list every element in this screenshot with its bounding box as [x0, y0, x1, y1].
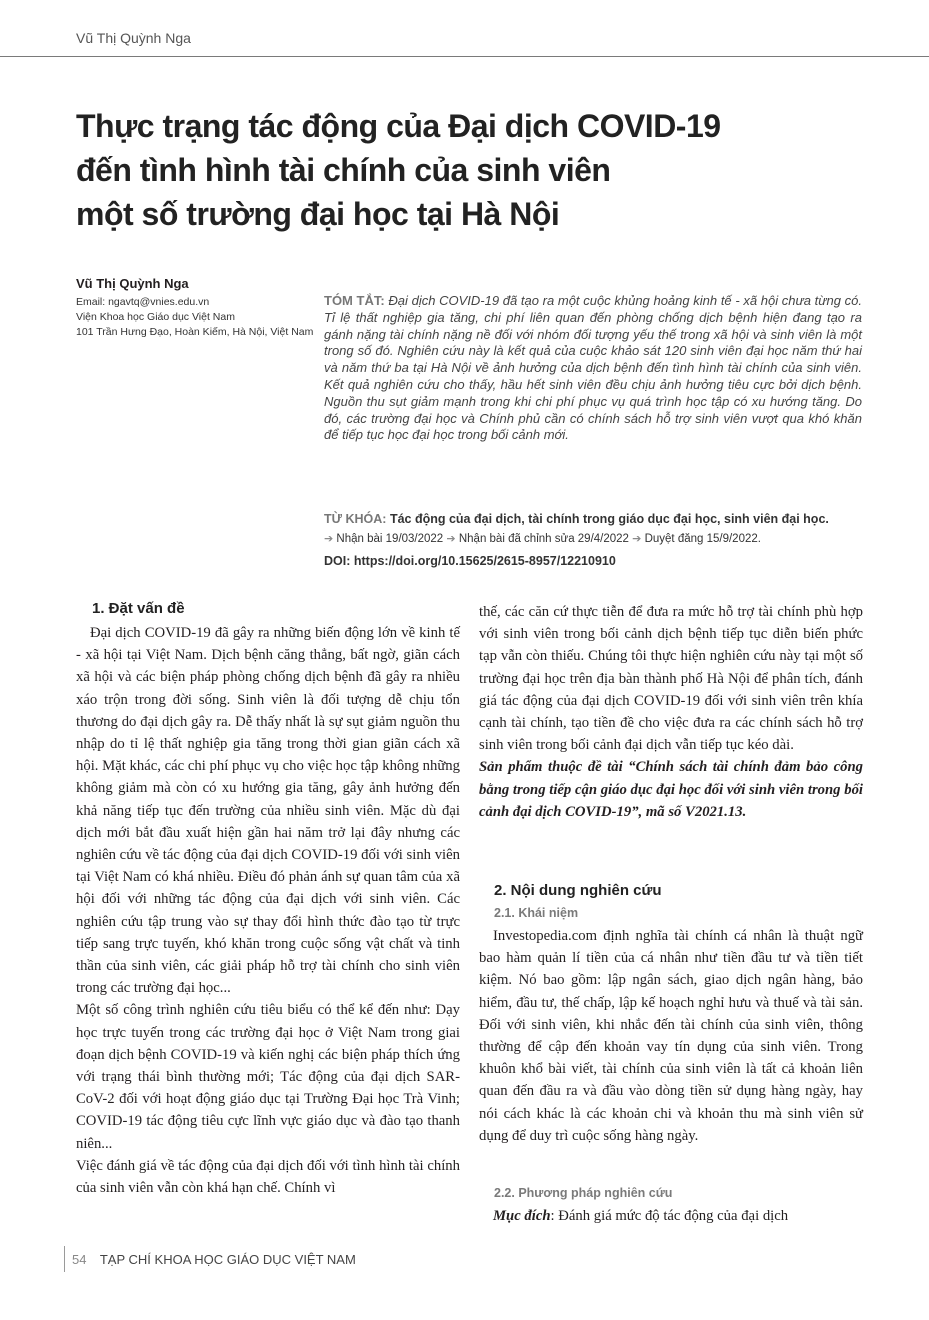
running-header-author: Vũ Thị Quỳnh Nga — [76, 30, 191, 46]
author-email: Email: ngavtq@vnies.edu.vn — [76, 296, 210, 308]
abstract — [324, 293, 862, 444]
left-column — [76, 622, 460, 1199]
body-paragraph: Investopedia.com định nghĩa tài chính cá nhân là thuật ngữ bao hàm quản lí tiền của cá nhân như tiền đầu tư và tiền tiết kiệm. Nó bao gồm: lập ngân sách, giao dịch ngân hàng, bảo hiểm, đầu tư, thế chấp, lập kế hoạch nghỉ hưu và thuế và tài sản. Đối với sinh viên, khi nhắc đến tài chính của sinh viên, thông thường để cập đến khoản vay tín dụng của sinh viên. Trong khuôn khổ bài viết, tài chính của sinh viên là tất cả khoản liên quan đến đầu ra và đầu vào dòng tiền sử dụng hàng ngày, hay nói cách khác là các khoản chi và khoản thu mà sinh viên sử dụng để duy trì cuộc sống hàng ngày. — [479, 928, 863, 1144]
title-line-2: đến tình hình tài chính của sinh viên — [76, 152, 611, 188]
page-footer — [72, 1252, 356, 1267]
abstract-text: Đại dịch COVID-19 đã tạo ra một cuộc khủng hoảng kinh tế - xã hội chưa từng có. Tỉ lệ thất nghiệp gia tăng, chi phí liên quan đến phòng chống dịch bệnh hiện đang tạo ra gánh nặng tài chính nặng nề đối với nhóm đối tượng yếu thế trong xã hội và sinh viên là một trong số đó. Nghiên cứu này là kết quả của cuộc khảo sát 120 sinh viên đại học năm thứ hai và năm thứ ba tại Hà Nội về ảnh hưởng của dịch bệnh đến tình hình tài chính của sinh viên. Kết quả nghiên cứu cho thấy, hầu hết sinh viên đều chịu ảnh hưởng tiêu cực bởi dịch bệnh. Nguồn thu sụt giảm mạnh trong khi chi phí phục vụ quá trình học tập có xu hướng tăng. Do đó, các trường đại học và Chính phủ cần có chính sách hỗ trợ sinh viên vượt qua khó khăn để tiếp tục học đại học trong bối cảnh mới. — [324, 293, 862, 443]
subsection-2-1-heading: 2.1. Khái niệm — [494, 906, 579, 920]
date-revised: Nhận bài đã chỉnh sửa 29/4/2022 — [458, 533, 629, 545]
section-2-heading: 2. Nội dung nghiên cứu — [494, 882, 662, 899]
body-paragraph — [479, 1205, 863, 1227]
date-accepted: Duyệt đăng 15/9/2022. — [644, 533, 761, 545]
arrow-right-icon: ➔ — [632, 533, 642, 545]
author-name: Vũ Thị Quỳnh Nga — [76, 276, 189, 291]
purpose-label: Mục đích — [493, 1208, 551, 1224]
journal-name: TẠP CHÍ KHOA HỌC GIÁO DỤC VIỆT NAM — [99, 1252, 356, 1267]
title-line-1: Thực trạng tác động của Đại dịch COVID-19 — [76, 108, 721, 144]
right-column-top — [479, 601, 863, 861]
keywords-label: TỪ KHÓA: — [324, 512, 387, 526]
purpose-text: : Đánh giá mức độ tác động của đại dịch — [550, 1208, 789, 1224]
arrow-right-icon: ➔ — [446, 533, 456, 545]
page-number: 54 — [72, 1252, 87, 1267]
body-paragraph: Việc đánh giá về tác động của đại dịch đối với tình hình tài chính của sinh viên vẫn còn khá hạn chế. Chính vì — [76, 1157, 460, 1197]
section-1-heading: 1. Đặt vấn đề — [92, 600, 185, 617]
doi-link[interactable]: DOI: https://doi.org/10.15625/2615-8957/12210910 — [324, 554, 616, 568]
keywords — [324, 512, 884, 526]
author-affiliation — [76, 295, 316, 340]
author-address: 101 Trần Hưng Đạo, Hoàn Kiếm, Hà Nội, Việt Nam — [76, 326, 314, 338]
abstract-label: TÓM TẮT: — [324, 293, 385, 308]
body-paragraph: thế, các căn cứ thực tiễn để đưa ra mức hỗ trợ tài chính phù hợp với sinh viên trong bối cảnh dịch bệnh tiếp tục diễn biến phức tạp vẫn còn thiếu. Chúng tôi thực hiện nghiên cứu này tại một số trường đại học trên địa bàn thành phố Hà Nội để phân tích, đánh giá tác động của đại dịch COVID-19 đối với sinh viên trên khía cạnh tài chính, tạo tiền đề cho việc đưa ra các chính sách hỗ trợ sinh viên trong bối cảnh đại dịch vẫn tiếp tục kéo dài. — [479, 604, 863, 754]
date-received: Nhận bài 19/03/2022 — [336, 533, 444, 545]
funding-note: Sản phẩm thuộc đề tài “Chính sách tài chính đảm bảo công bằng trong tiếp cận giáo dục đại học đối với sinh viên trong bối cảnh đại dịch COVID-19”, mã số V2021.13. — [479, 759, 863, 820]
footer-rule — [64, 1246, 65, 1272]
subsection-2-2-heading: 2.2. Phương pháp nghiên cứu — [494, 1186, 673, 1200]
body-paragraph: Một số công trình nghiên cứu tiêu biểu có thể kể đến như: Dạy học trực tuyến trong các trường đại học ở Việt Nam trong giai đoạn dịch bệnh COVID-19 và kiến nghị các biện pháp thích ứng với trạng thái bình thường mới; Tác động của đại dịch SAR-CoV-2 đối với hoạt động giáo dục tại Trường Đại học Trà Vinh; COVID-19 tác động tiêu cực lĩnh vực giáo dục và đào tạo thanh niên... — [76, 1002, 460, 1152]
keywords-text: Tác động của đại dịch, tài chính trong giáo dục đại học, sinh viên đại học. — [389, 512, 829, 526]
arrow-right-icon: ➔ — [324, 533, 334, 545]
title-line-3: một số trường đại học tại Hà Nội — [76, 196, 560, 232]
right-column-2-2 — [479, 1205, 863, 1227]
author-institution: Viện Khoa học Giáo dục Việt Nam — [76, 311, 235, 323]
right-column-2-1 — [479, 925, 863, 1147]
body-paragraph: Đại dịch COVID-19 đã gây ra những biến động lớn về kinh tế - xã hội tại Việt Nam. Dịch bệnh căng thẳng, bất ngờ, giãn cách xã hội và các biện pháp phòng chống dịch bệnh đã gây ra nhiều xáo trộn trong đời sống. Sinh viên là đối tượng dễ chịu tổn thương do đại dịch gây ra. Dễ thấy nhất là sự sụt giảm nguồn thu nhập do tỉ lệ thất nghiệp gia tăng trong thời gian giãn cách xã hội. Mặt khác, các chi phí phục vụ cho việc học tập không những không giảm mà còn có xu hướng gia tăng, gây ảnh hưởng đến khả năng tiếp tục đến trường của nhiều sinh viên. Mặc dù đại dịch mới bắt đầu xuất hiện gần hai năm trở lại đây nhưng các nghiên cứu về tác động của đại dịch COVID-19 đối với sinh viên tại Việt Nam có khá nhiều. Điều đó phản ánh sự quan tâm của xã hội đối với những tác động của đại dịch với sinh viên. Các nghiên cứu tập trung vào sự thay đổi hình thức đào tạo từ trực tiếp sang trực tuyến, khó khăn trong cuộc sống vật chất và tinh thần của sinh viên, các giải pháp hỗ trợ tài chính cho sinh viên trong các trường đại học... — [76, 625, 460, 997]
article-dates — [324, 532, 884, 545]
article-title — [76, 104, 836, 236]
header-rule — [0, 56, 929, 57]
